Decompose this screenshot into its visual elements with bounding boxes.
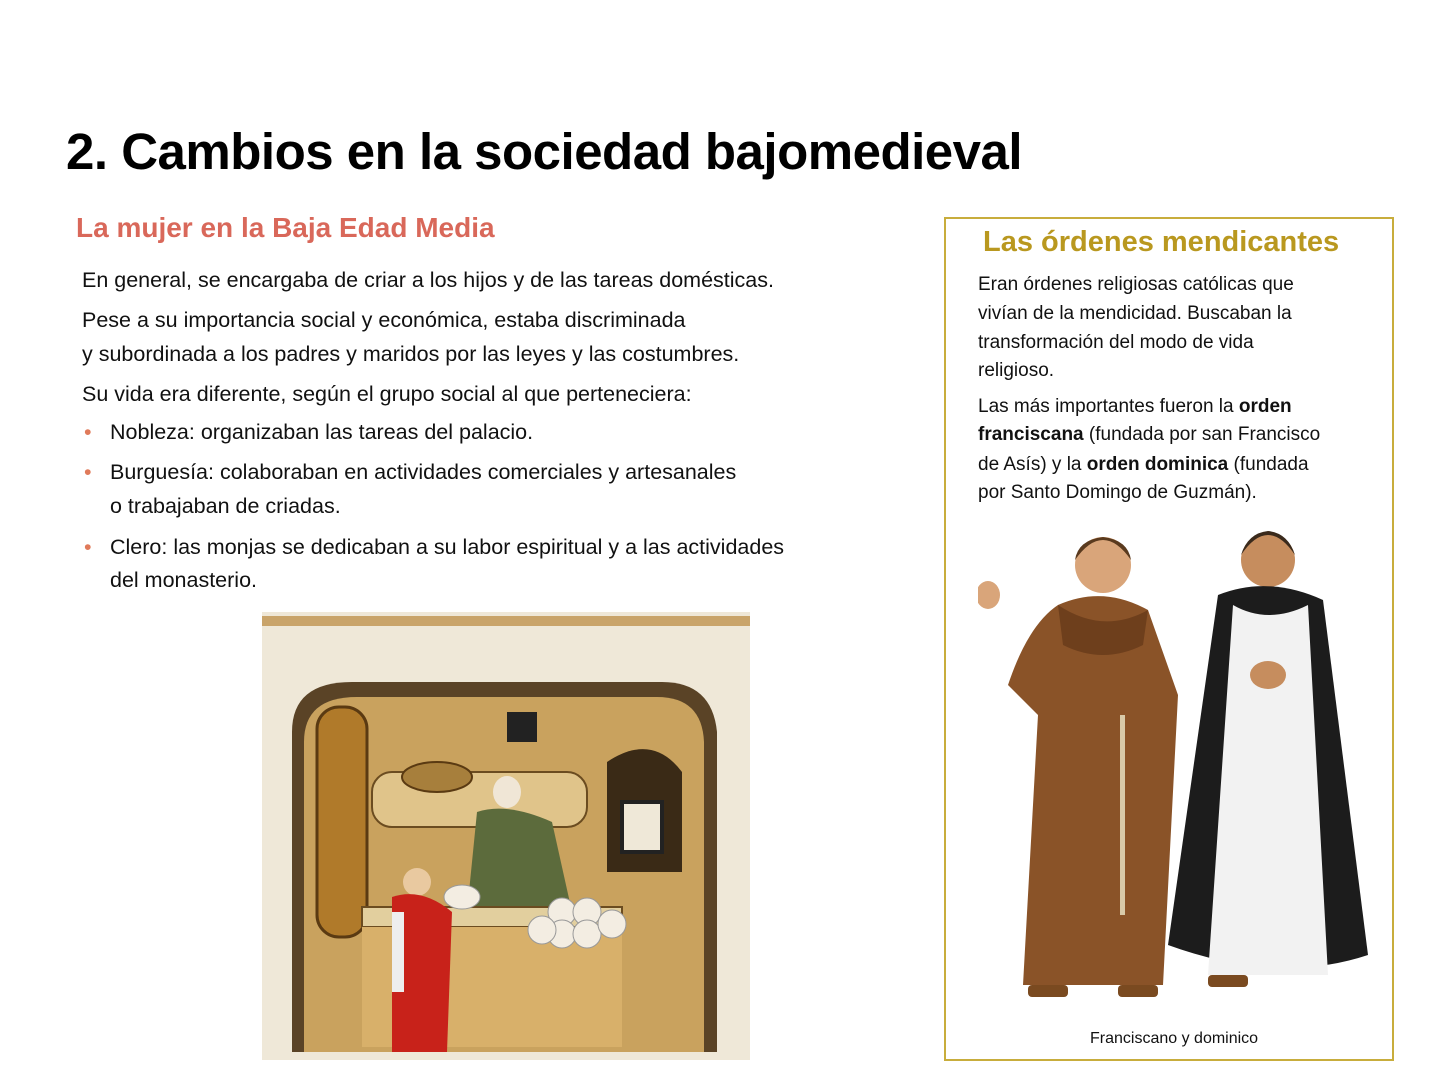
paragraph: En general, se encargaba de criar a los hijos y de las tareas domésticas. — [82, 268, 774, 292]
bullet-marker: • — [84, 420, 92, 444]
bold-term: franciscana — [978, 424, 1084, 445]
text: de Asís) y la — [978, 454, 1087, 475]
slide-title: 2. Cambios en la sociedad bajomedieval — [66, 123, 1023, 180]
bold-term: orden dominica — [1086, 454, 1229, 475]
paragraph: Pese a su importancia social y económica, estaba discriminada — [82, 308, 686, 332]
section-subtitle: La mujer en la Baja Edad Media — [76, 212, 495, 243]
bullet-item-cont: o trabajaban de criadas. — [110, 494, 341, 518]
box-text: Eran órdenes religiosas católicas que — [978, 274, 1294, 295]
box-text — [978, 396, 1292, 418]
text: (fundada por san Francisco — [1083, 424, 1321, 445]
bullet-item: Nobleza: organizaban las tareas del palacio. — [110, 420, 534, 444]
paragraph: y subordinada a los padres y maridos por las leyes y las costumbres. — [82, 342, 740, 366]
image-caption: Franciscano y dominico — [1090, 1030, 1259, 1047]
box-text: vivían de la mendicidad. Buscaban la — [978, 303, 1292, 324]
box-text — [978, 424, 1320, 446]
text: Las más importantes fueron la — [978, 396, 1239, 417]
box-text — [978, 454, 1309, 476]
bullet-marker: • — [84, 535, 92, 559]
box-text: religioso. — [978, 360, 1055, 381]
medieval-bakery-illustration — [262, 612, 750, 1060]
bullet-item-cont: del monasterio. — [110, 568, 257, 592]
bullet-item: Burguesía: colaboraban en actividades comerciales y artesanales — [110, 460, 737, 484]
box-text: por Santo Domingo de Guzmán). — [978, 482, 1257, 503]
box-title: Las órdenes mendicantes — [983, 226, 1340, 258]
box-text: transformación del modo de vida — [978, 332, 1254, 353]
paragraph: Su vida era diferente, según el grupo social al que perteneciera: — [82, 382, 692, 406]
bullet-marker: • — [84, 460, 92, 484]
bold-term: orden — [1238, 396, 1292, 417]
bullet-item: Clero: las monjas se dedicaban a su labor espiritual y a las actividades — [110, 535, 785, 559]
text: (fundada — [1228, 454, 1309, 475]
franciscan-and-dominican-illustration — [978, 515, 1378, 1025]
